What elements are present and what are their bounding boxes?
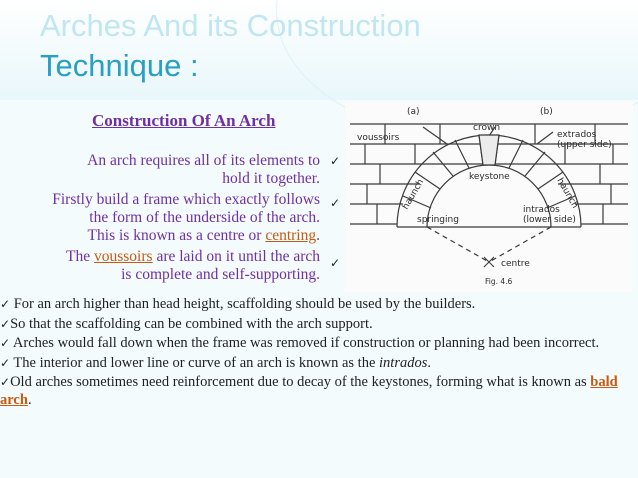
haunch-left-label: haunch — [400, 177, 427, 212]
keystone-label: keystone — [469, 172, 510, 182]
arch-diagram — [345, 102, 633, 292]
step-text: This is known as a centre or — [87, 227, 266, 244]
section-heading: Construction Of An Arch — [92, 111, 276, 130]
slide-title — [40, 6, 600, 86]
step-item — [0, 152, 320, 188]
check-icon: ✓ — [330, 256, 341, 270]
check-icon: ✓ — [0, 316, 11, 331]
bald-arch-link[interactable]: bald arch — [0, 374, 618, 408]
upper-side-label: (upper side) — [557, 140, 612, 150]
intrados-term: intrados — [379, 354, 428, 371]
check-icon: ✓ — [330, 154, 341, 168]
figure-number: Fig. 4.6 — [485, 277, 513, 286]
check-icon: ✓ — [0, 375, 11, 389]
check-icon: ✓ — [0, 336, 11, 350]
figure-label-a: (a) — [407, 107, 420, 117]
check-icon: ✓ — [330, 196, 341, 210]
step-text: hold it together. — [222, 170, 320, 187]
check-icon: ✓ — [0, 355, 11, 370]
figure-label-b: (b) — [540, 107, 553, 117]
springing-label: springing — [417, 215, 459, 225]
haunch-right-label: haunch — [554, 176, 580, 211]
bullet-item: ✓So that the scaffolding can be combined with the arch support. — [0, 315, 373, 332]
extrados-label: extrados — [557, 130, 597, 140]
lower-side-label: (lower side) — [523, 215, 576, 225]
crown-label: crown — [473, 123, 501, 133]
arch-diagram-svg — [345, 102, 633, 292]
construction-steps — [0, 152, 320, 287]
voussoirs-label: voussoirs — [357, 133, 400, 143]
step-text: the form of the underside of the arch. — [89, 209, 320, 226]
slide-title-line1: Arches And its Construction — [40, 8, 421, 43]
intrados-label: intrados — [523, 205, 560, 215]
step-text: Firstly build a frame which exactly follows — [52, 191, 320, 208]
voussoirs-link[interactable]: voussoirs — [93, 248, 153, 265]
bullet-item: ✓ Arches would fall down when the frame was removed if construction or planning had been incorrect. — [0, 335, 600, 351]
bullet-item: ✓Old arches sometimes need reinforcement due to decay of the keystones, forming what is known as bald arch. — [0, 374, 618, 408]
step-item: Firstly build a frame which exactly follows the form of the underside of the arch. This is known as a centre or centring. — [52, 191, 320, 244]
check-icon: ✓ — [0, 297, 11, 311]
centre-label: centre — [501, 259, 530, 269]
bullet-item: ✓ For an arch higher than head height, scaffolding should be used by the builders. — [0, 296, 476, 312]
step-text: An arch requires all of its elements to — [87, 152, 320, 169]
centring-link[interactable]: centring — [265, 227, 317, 244]
step-text: is complete and self-supporting. — [121, 266, 320, 283]
bullet-item: ✓ The interior and lower line or curve of an arch is known as the intrados. — [0, 354, 431, 371]
bullet-list — [0, 296, 636, 411]
slide-title-line2: Technique : — [40, 48, 199, 83]
step-item: The voussoirs are laid on it until the arch is complete and self-supporting. — [66, 248, 320, 283]
